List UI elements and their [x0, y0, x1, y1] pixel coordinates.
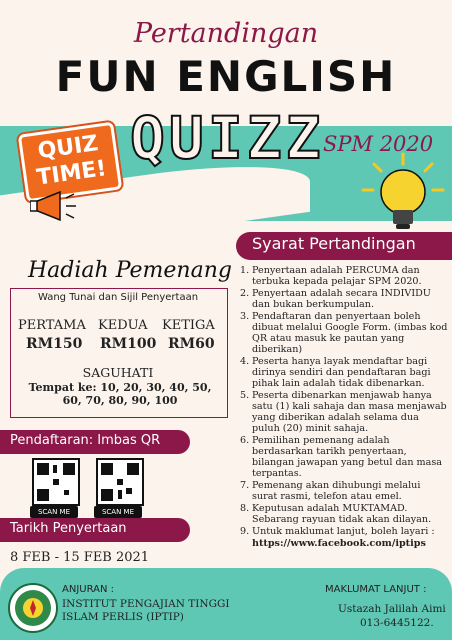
title-quizz: QUIZZ	[130, 104, 325, 172]
prize-label-third: KETIGA	[162, 318, 215, 333]
prize-amount-first: RM150	[26, 336, 83, 352]
rule-item: 2. Penyertaan adalah secara INDIVIDU dan bukan berkumpulan.	[240, 288, 431, 310]
badge-line-1: QUIZ	[36, 131, 100, 165]
rule-text: Penyertaan adalah PERCUMA dan terbuka kepada pelajar SPM 2020.	[252, 265, 422, 287]
rules-list	[240, 265, 448, 550]
qr-code-2[interactable]	[96, 458, 144, 506]
rule-item: 8. Keputusan adalah MUKTAMAD. Sebarang rayuan tidak akan dilayan.	[240, 503, 432, 525]
tarikh-title: Tarikh Penyertaan	[10, 521, 127, 536]
rule-text: Pendaftaran dan penyertaan boleh dibuat melalui Google Form. (imbas kod QR atau masuk ke pautan yang diberikan)	[252, 311, 448, 355]
scan-me-label-1: SCAN ME	[30, 506, 78, 518]
rule-text: Untuk maklumat lanjut, boleh layari :	[252, 526, 435, 537]
anjuran-label: ANJURAN :	[62, 584, 115, 595]
rule-text: Peserta hanya layak mendaftar bagi dirinya sendiri dan pendaftaran bagi pihak lain adalah tidak dibenarkan.	[252, 356, 431, 389]
saguhati-places: Tempat ke: 10, 20, 30, 40, 50, 60, 70, 80, 90, 100	[28, 381, 212, 407]
scan-me-label-2: SCAN ME	[94, 506, 142, 518]
crest-icon	[10, 585, 56, 631]
rule-item: 1. Penyertaan adalah PERCUMA dan terbuka kepada pelajar SPM 2020.	[240, 265, 422, 287]
prize-amount-second: RM100	[100, 336, 157, 352]
prize-label-second: KEDUA	[98, 318, 148, 333]
syarat-title: Syarat Pertandingan	[252, 234, 416, 253]
qr-pattern-icon	[98, 460, 142, 504]
rule-item: 9. Untuk maklumat lanjut, boleh layari :	[240, 526, 435, 537]
rule-item: 3. Pendaftaran dan penyertaan boleh dibuat melalui Google Form. (imbas kod QR atau masuk ke pautan yang diberikan)	[240, 311, 448, 355]
title-pertandingan: Pertandingan	[133, 18, 319, 49]
rule-item: 4. Peserta hanya layak mendaftar bagi dirinya sendiri dan pendaftaran bagi pihak lain adalah tidak dibenarkan.	[240, 356, 431, 389]
pendaftaran-title: Pendaftaran: Imbas QR	[10, 433, 161, 448]
rule-item: 7. Pemenang akan dihubungi melalui surat rasmi, telefon atau emel.	[240, 480, 421, 502]
facebook-link[interactable]: https://www.facebook.com/iptips	[252, 538, 426, 549]
saguhati-label: SAGUHATI	[82, 365, 154, 380]
rule-text: Penyertaan adalah secara INDIVIDU dan bukan berkumpulan.	[252, 288, 431, 310]
prize-amount-third: RM60	[168, 336, 215, 352]
institution-line-2: ISLAM PERLIS (IPTIP)	[62, 611, 184, 623]
qr-code-1[interactable]	[32, 458, 80, 506]
rule-item: 5. Peserta dibenarkan menjawab hanya satu (1) kali sahaja dan masa menjawab yang diberikan adalah selama dua puluh (20) minit sahaja.	[240, 390, 447, 434]
maklumat-label: MAKLUMAT LANJUT :	[325, 584, 427, 595]
rule-text: Keputusan adalah MUKTAMAD. Sebarang rayuan tidak akan dilayan.	[252, 503, 432, 525]
qr-pattern-icon	[34, 460, 78, 504]
megaphone-icon	[30, 190, 80, 222]
institution-line-1: INSTITUT PENGAJIAN TINGGI	[62, 598, 230, 610]
hadiah-title: Hadiah Pemenang	[28, 258, 232, 283]
title-spm: SPM 2020	[323, 132, 434, 156]
contact-phone: 013-6445122.	[360, 617, 434, 629]
rule-text: Pemilihan pemenang adalah berdasarkan tarikh penyertaan, bilangan jawapan yang betul dan masa terpantas.	[252, 435, 443, 479]
badge-line-2: TIME!	[35, 156, 109, 191]
rule-text: Pemenang akan dihubungi melalui surat rasmi, telefon atau emel.	[252, 480, 421, 502]
rule-item: 6. Pemilihan pemenang adalah berdasarkan tarikh penyertaan, bilangan jawapan yang betul dan masa terpantas.	[240, 435, 443, 479]
iptip-logo	[8, 583, 58, 633]
tarikh-value: 8 FEB - 15 FEB 2021	[10, 550, 150, 565]
prize-label-first: PERTAMA	[18, 318, 86, 333]
title-fun-english: FUN ENGLISH	[55, 52, 397, 101]
contact-name: Ustazah Jalilah Aimi	[338, 603, 446, 615]
lightbulb-icon	[358, 150, 448, 240]
prize-subtitle: Wang Tunai dan Sijil Penyertaan	[37, 292, 199, 303]
rule-text: Peserta dibenarkan menjawab hanya satu (1) kali sahaja dan masa menjawab yang diberikan adalah selama dua puluh (20) minit sahaja.	[252, 390, 447, 434]
